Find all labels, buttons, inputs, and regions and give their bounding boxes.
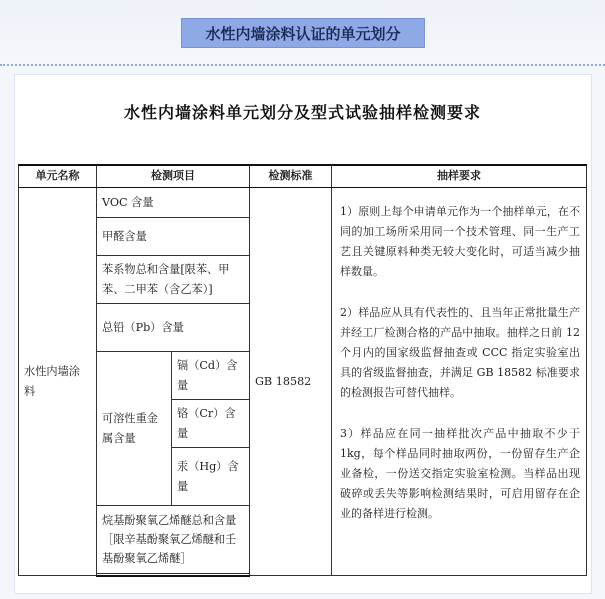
item-chromium: 铬（Cr）含量: [172, 400, 250, 448]
dotted-divider: [0, 64, 605, 66]
requirement-3: 3）样品应在同一抽样批次产品中抽取不少于 1kg，每个样品同时抽取两份，一份留存生产企业备检，一份送交指定实验室检测。当样品出现破碎或丢失等影响检测结果时，可启用留存在企业的备样进行检测。: [340, 427, 580, 521]
item-mercury: 汞（Hg）含量: [172, 448, 250, 506]
header-sampling: 抽样要求: [332, 165, 587, 188]
item-lead: 总铅（Pb）含量: [97, 304, 250, 352]
item-apeo: 烷基酚聚氧乙烯醚总和含量［限辛基酚聚氧乙烯醚和壬基酚聚氧乙烯醚］: [97, 506, 250, 574]
header-test-standard: 检测标准: [250, 165, 332, 188]
item-voc: VOC 含量: [97, 188, 250, 218]
unit-name-cell: 水性内墙涂料: [19, 188, 97, 576]
table-header-row: [19, 165, 587, 188]
banner-title: 水性内墙涂料认证的单元划分: [181, 18, 425, 48]
header-unit-name: 单元名称: [19, 165, 97, 188]
requirement-2: 2）样品应从具有代表性的、且当年正常批量生产并经工厂检测合格的产品中抽取。抽样之日前 12 个月内的国家级监督抽查或 CCC 指定实验室出具的省级监督抽查，并满足 GB 18582 标准要求的检测报告可替代抽样。: [340, 306, 580, 400]
item-benzene-series: 苯系物总和含量[限苯、甲苯、二甲苯（含乙苯）]: [97, 256, 250, 304]
item-soluble-heavy-metals: 可溶性重金属含量: [97, 352, 172, 506]
standard-cell: GB 18582: [250, 188, 332, 576]
item-formaldehyde: 甲醛含量: [97, 218, 250, 256]
sampling-requirements-cell: [332, 188, 587, 576]
sampling-table: [18, 164, 587, 577]
header-test-item: 检测项目: [97, 165, 250, 188]
document-title: 水性内墙涂料单元划分及型式试验抽样检测要求: [123, 103, 481, 122]
item-cadmium: 镉（Cd）含量: [172, 352, 250, 400]
table-row: [19, 188, 587, 218]
requirement-1: 1）原则上每个申请单元作为一个抽样单元，在不同的加工场所采用同一个技术管理、同一生产工艺且关键原料种类无较大变化时，可适当减少抽样数量。: [340, 205, 580, 279]
